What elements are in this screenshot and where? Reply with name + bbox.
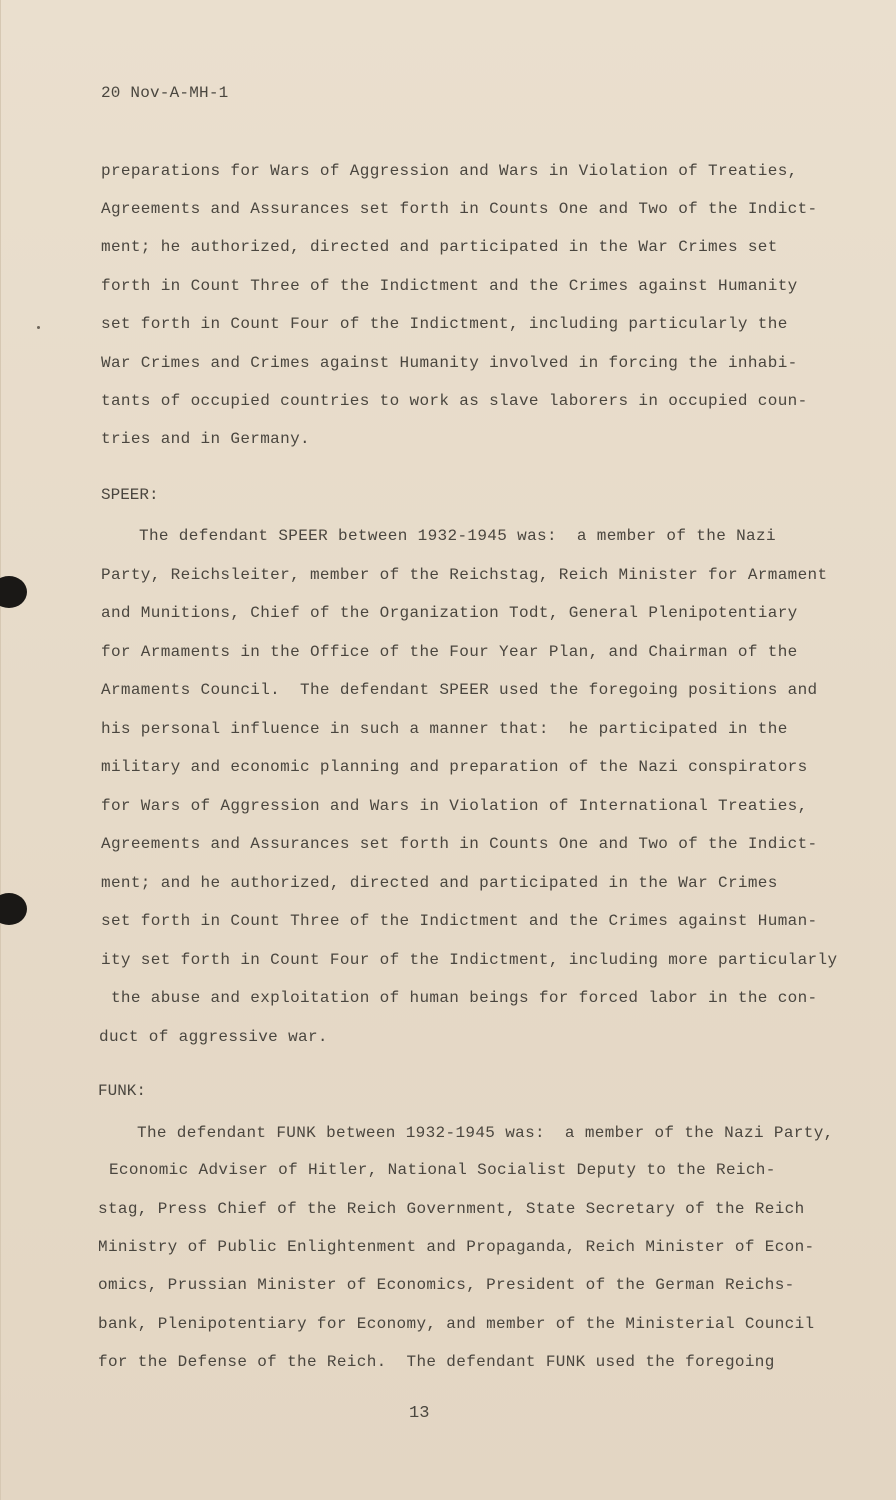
paragraph-line: for the Defense of the Reich. The defendant FUNK used the foregoing bbox=[98, 1353, 775, 1371]
paragraph-line: set forth in Count Three of the Indictment and the Crimes against Human- bbox=[101, 912, 818, 930]
paragraph-line: tants of occupied countries to work as slave laborers in occupied coun- bbox=[101, 392, 808, 410]
paragraph-line: tries and in Germany. bbox=[101, 430, 310, 448]
paragraph-line: omics, Prussian Minister of Economics, President of the German Reichs- bbox=[98, 1276, 795, 1294]
paragraph-line: Agreements and Assurances set forth in Counts One and Two of the Indict- bbox=[101, 835, 818, 853]
paragraph-line: forth in Count Three of the Indictment and the Crimes against Humanity bbox=[101, 277, 798, 295]
paragraph-line: The defendant FUNK between 1932-1945 was: a member of the Nazi Party, bbox=[137, 1124, 834, 1142]
page-number: 13 bbox=[409, 1404, 430, 1423]
punch-hole bbox=[0, 576, 27, 608]
section-heading-speer: SPEER: bbox=[101, 486, 159, 504]
paragraph-line: Agreements and Assurances set forth in Counts One and Two of the Indict- bbox=[101, 200, 818, 218]
paragraph-line: his personal influence in such a manner that: he participated in the bbox=[101, 720, 788, 738]
paragraph-line: The defendant SPEER between 1932-1945 was: a member of the Nazi bbox=[139, 527, 776, 545]
paper-speck bbox=[37, 326, 40, 329]
document-reference: 20 Nov-A-MH-1 bbox=[101, 84, 229, 102]
paragraph-line: set forth in Count Four of the Indictment, including particularly the bbox=[101, 315, 788, 333]
paragraph-line: Party, Reichsleiter, member of the Reichstag, Reich Minister for Armament bbox=[101, 566, 828, 584]
paragraph-line: for Wars of Aggression and Wars in Violation of International Treaties, bbox=[101, 797, 808, 815]
paragraph-line: Economic Adviser of Hitler, National Socialist Deputy to the Reich- bbox=[99, 1161, 776, 1179]
paragraph-line: stag, Press Chief of the Reich Government, State Secretary of the Reich bbox=[98, 1200, 805, 1218]
paragraph-line: ment; and he authorized, directed and participated in the War Crimes bbox=[101, 874, 778, 892]
paragraph-line: Armaments Council. The defendant SPEER used the foregoing positions and bbox=[101, 681, 818, 699]
paragraph-line: ment; he authorized, directed and participated in the War Crimes set bbox=[101, 238, 778, 256]
punch-hole bbox=[0, 893, 27, 925]
paragraph-line: Ministry of Public Enlightenment and Propaganda, Reich Minister of Econ- bbox=[98, 1238, 815, 1256]
paragraph-line: preparations for Wars of Aggression and Wars in Violation of Treaties, bbox=[101, 162, 798, 180]
paragraph-line: and Munitions, Chief of the Organization Todt, General Plenipotentiary bbox=[101, 604, 798, 622]
paragraph-line: military and economic planning and preparation of the Nazi conspirators bbox=[101, 758, 808, 776]
paragraph-line: ity set forth in Count Four of the Indictment, including more particularly bbox=[101, 951, 838, 969]
paragraph-line: for Armaments in the Office of the Four Year Plan, and Chairman of the bbox=[101, 643, 798, 661]
paragraph-line: bank, Plenipotentiary for Economy, and member of the Ministerial Council bbox=[98, 1315, 815, 1333]
paragraph-line: duct of aggressive war. bbox=[99, 1028, 328, 1046]
paragraph-line: the abuse and exploitation of human beings for forced labor in the con- bbox=[101, 989, 818, 1007]
paragraph-line: War Crimes and Crimes against Humanity involved in forcing the inhabi- bbox=[101, 354, 798, 372]
section-heading-funk: FUNK: bbox=[98, 1082, 147, 1100]
